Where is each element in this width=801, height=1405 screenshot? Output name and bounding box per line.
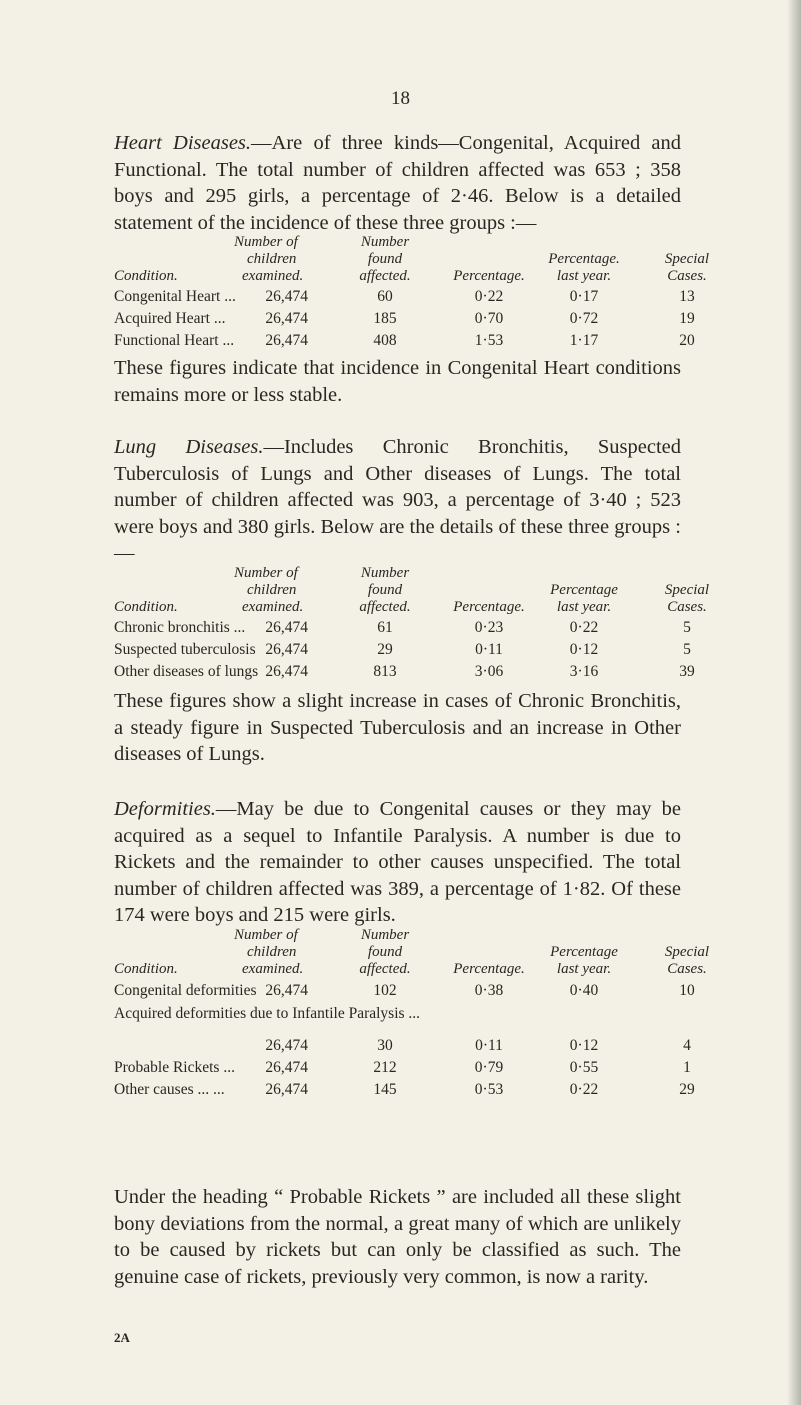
heart-intro: —Are of three kinds—Congenital, Acquired and Functional. The total number of children affected was 653 ; 358 boys and 295 girls, a percentage of 2·46. Below is a detailed statement of the incidence of these three groups :— xyxy=(114,132,681,234)
lung-conclusion: These figures show a slight increase in cases of Chronic Bronchitis, a steady figure in Suspected Tuberculosis and an increase in Other diseases of Lungs. xyxy=(114,690,681,765)
table-row xyxy=(114,980,754,1002)
cell-condition: Chronic bronchitis ... xyxy=(114,619,246,636)
cell-examined: 26,474 xyxy=(265,982,308,999)
table-row xyxy=(114,330,754,352)
col-examined-3: examined. xyxy=(242,268,304,284)
col-condition: Condition. xyxy=(114,268,178,284)
col-special-2: Cases. xyxy=(667,961,707,977)
col-percentage: Percentage. xyxy=(453,961,525,977)
cell-percentage: 0·38 xyxy=(474,982,504,999)
col-examined-1: Number of xyxy=(234,234,298,250)
cell-condition: Congenital deformities xyxy=(114,982,257,999)
deformities-table xyxy=(114,927,754,1101)
table-row xyxy=(114,286,754,308)
cell-special: 10 xyxy=(679,982,695,999)
col-found-2: found xyxy=(367,582,403,598)
col-examined-1: Number of xyxy=(234,927,298,943)
cell-special: 13 xyxy=(679,288,695,305)
cell-last-year: 1·17 xyxy=(569,332,599,349)
cell-special: 4 xyxy=(683,1037,691,1054)
col-last-2: last year. xyxy=(556,599,612,615)
cell-examined: 26,474 xyxy=(265,1059,308,1076)
table-row xyxy=(114,1057,754,1079)
deformities-heading: Deformities. xyxy=(114,798,216,820)
table-row xyxy=(114,639,754,661)
col-last-2: last year. xyxy=(556,268,612,284)
heart-table xyxy=(114,234,754,352)
deformities-conclusion: Under the heading “ Probable Rickets ” are included all these slight bony deviations from the normal, a great many of which are unlikely to be caused by rickets but can only be classified as such. The genuine case of rickets, previously very common, is now a rarity. xyxy=(114,1186,681,1288)
cell-percentage: 0·53 xyxy=(474,1081,504,1098)
cell-condition: Probable Rickets ... xyxy=(114,1059,235,1076)
col-found-3: affected. xyxy=(359,268,411,284)
col-examined-2: children xyxy=(247,251,297,267)
table-header xyxy=(114,927,754,980)
cell-found: 212 xyxy=(373,1059,397,1076)
cell-percentage: 3·06 xyxy=(474,663,504,680)
col-found-3: affected. xyxy=(359,961,411,977)
cell-last-year: 0·12 xyxy=(569,1037,599,1054)
cell-last-year: 3·16 xyxy=(569,663,599,680)
signature-mark: 2A xyxy=(114,1330,130,1345)
cell-condition: Acquired Heart ... xyxy=(114,310,226,327)
col-last-1: Percentage. xyxy=(548,251,620,267)
col-found-1: Number xyxy=(360,565,410,581)
table-row xyxy=(114,661,754,683)
cell-percentage: 1·53 xyxy=(474,332,504,349)
col-found-2: found xyxy=(367,944,403,960)
cell-percentage: 0·79 xyxy=(474,1059,504,1076)
cell-examined: 26,474 xyxy=(265,663,308,680)
cell-percentage: 0·22 xyxy=(474,288,504,305)
heart-heading: Heart Diseases. xyxy=(114,132,252,154)
table-row xyxy=(114,1002,754,1057)
col-special-2: Cases. xyxy=(667,599,707,615)
cell-found: 102 xyxy=(373,982,397,999)
page-number: 18 xyxy=(391,88,410,109)
cell-last-year: 0·22 xyxy=(569,1081,599,1098)
cell-found: 813 xyxy=(373,663,397,680)
cell-examined: 26,474 xyxy=(265,641,308,658)
cell-special: 5 xyxy=(683,641,691,658)
cell-special: 19 xyxy=(679,310,695,327)
col-special-1: Special xyxy=(664,944,710,960)
cell-percentage: 0·23 xyxy=(474,619,504,636)
cell-condition: Other diseases of lungs xyxy=(114,663,259,680)
col-last-2: last year. xyxy=(556,961,612,977)
cell-found: 30 xyxy=(377,1037,393,1054)
cell-found: 408 xyxy=(373,332,397,349)
cell-examined: 26,474 xyxy=(265,332,308,349)
heart-paragraph xyxy=(114,130,681,236)
heart-conclusion: These figures indicate that incidence in Congenital Heart conditions remains more or less stable. xyxy=(114,357,681,406)
cell-examined: 26,474 xyxy=(265,288,308,305)
col-examined-1: Number of xyxy=(234,565,298,581)
col-examined-2: children xyxy=(247,944,297,960)
cell-last-year: 0·17 xyxy=(569,288,599,305)
cell-condition: Other causes ... ... xyxy=(114,1081,225,1098)
cell-percentage: 0·70 xyxy=(474,310,504,327)
col-special-2: Cases. xyxy=(667,268,707,284)
cell-found: 145 xyxy=(373,1081,397,1098)
deformities-paragraph xyxy=(114,796,681,929)
table-row xyxy=(114,308,754,330)
lung-intro: —Includes Chronic Bronchitis, Suspected Tuberculosis of Lungs and Other diseases of Lungs. The total number of children affected was 903, a percentage of 3·40 ; 523 were boys and 380 girls. Below are the details of these three groups :— xyxy=(114,436,681,564)
cell-special: 39 xyxy=(679,663,695,680)
lung-table xyxy=(114,565,754,683)
cell-last-year: 0·12 xyxy=(569,641,599,658)
cell-special: 5 xyxy=(683,619,691,636)
cell-condition: Congenital Heart ... xyxy=(114,288,236,305)
cell-examined: 26,474 xyxy=(265,1081,308,1098)
page-edge-shadow xyxy=(787,0,801,1405)
col-last-1: Percentage xyxy=(550,582,618,598)
cell-found: 29 xyxy=(377,641,393,658)
table-header xyxy=(114,234,754,286)
cell-percentage: 0·11 xyxy=(475,641,503,658)
col-last-1: Percentage xyxy=(550,944,618,960)
cell-last-year: 0·40 xyxy=(569,982,599,999)
cell-condition: Functional Heart ... xyxy=(114,332,235,349)
col-examined-2: children xyxy=(247,582,297,598)
table-header xyxy=(114,565,754,617)
cell-special: 1 xyxy=(683,1059,691,1076)
cell-found: 185 xyxy=(373,310,397,327)
col-found-2: found xyxy=(367,251,403,267)
deformities-intro: —May be due to Congenital causes or they may be acquired as a sequel to Infantile Paralysis. A number is due to Rickets and the remainder to other causes unspecified. The total number of children affected was 389, a percentage of 1·82. Of these 174 were boys and 215 were girls. xyxy=(114,798,681,926)
col-examined-3: examined. xyxy=(242,599,304,615)
cell-percentage: 0·11 xyxy=(475,1037,503,1054)
cell-found: 61 xyxy=(377,619,393,636)
cell-examined: 26,474 xyxy=(265,310,308,327)
cell-examined: 26,474 xyxy=(265,1037,308,1054)
col-special-1: Special xyxy=(664,251,710,267)
col-found-1: Number xyxy=(360,234,410,250)
cell-last-year: 0·72 xyxy=(569,310,599,327)
cell-condition: Suspected tuberculosis xyxy=(114,641,256,658)
col-condition: Condition. xyxy=(114,599,178,615)
lung-heading: Lung Diseases. xyxy=(114,436,264,458)
cell-last-year: 0·22 xyxy=(569,619,599,636)
cell-found: 60 xyxy=(377,288,393,305)
cell-examined: 26,474 xyxy=(265,619,308,636)
col-found-1: Number xyxy=(360,927,410,943)
col-percentage: Percentage. xyxy=(453,268,525,284)
col-examined-3: examined. xyxy=(242,961,304,977)
col-special-1: Special xyxy=(664,582,710,598)
col-found-3: affected. xyxy=(359,599,411,615)
cell-condition: Acquired deformities due to Infantile Paralysis ... xyxy=(114,1005,421,1022)
cell-special: 20 xyxy=(679,332,695,349)
table-row xyxy=(114,617,754,639)
col-percentage: Percentage. xyxy=(453,599,525,615)
col-condition: Condition. xyxy=(114,961,178,977)
table-row xyxy=(114,1079,754,1101)
lung-paragraph xyxy=(114,434,681,567)
cell-last-year: 0·55 xyxy=(569,1059,599,1076)
cell-special: 29 xyxy=(679,1081,695,1098)
